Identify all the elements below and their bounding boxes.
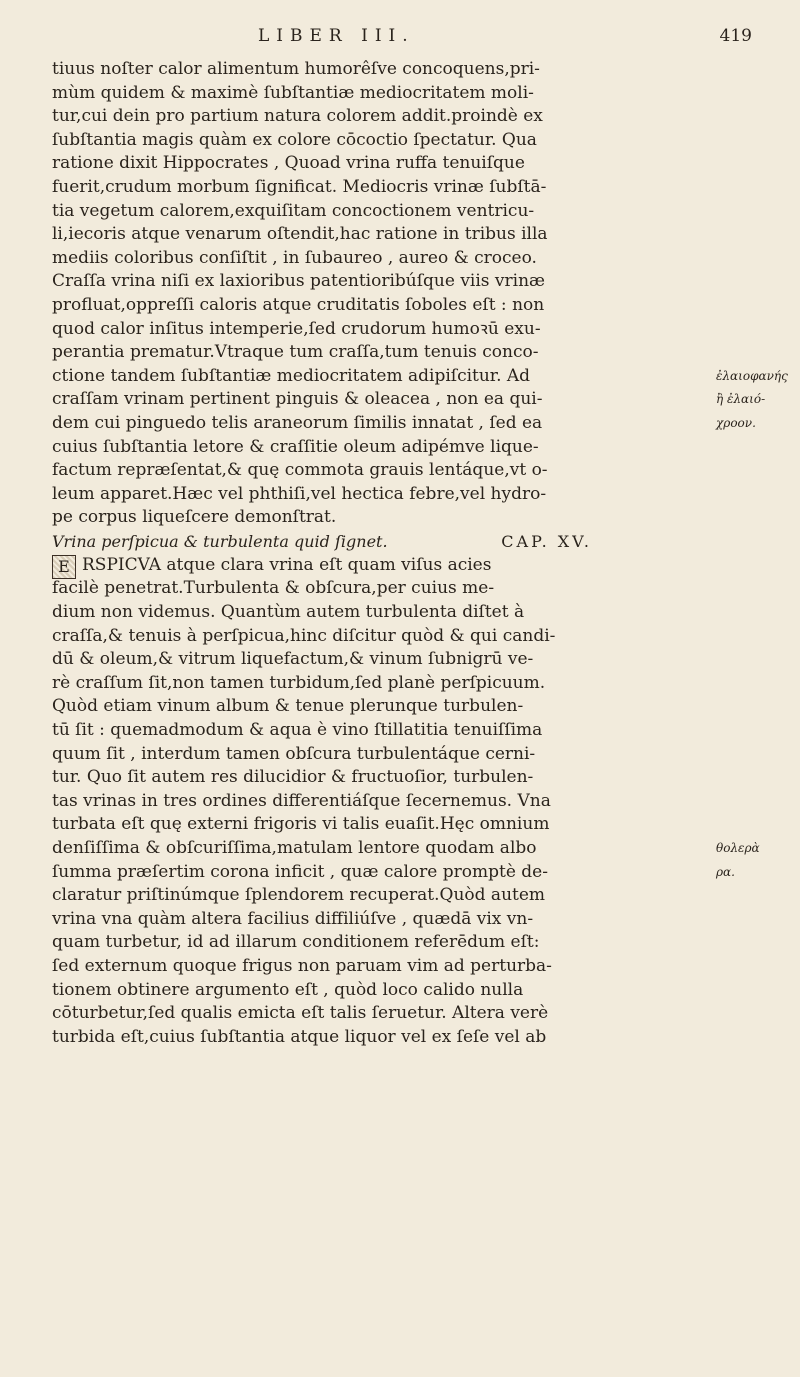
- text-line: facilè penetrat.Turbulenta & obſcura,per cuius me-: [52, 578, 495, 599]
- text-line: rè craſſum ſit,non tamen turbidum,ſed planè perſpicuum.: [52, 672, 546, 693]
- marginal-gloss: ἐλαιοφανής: [716, 368, 788, 383]
- paragraph-block-1: [52, 58, 752, 530]
- chapter-number: CAP. XV.: [501, 531, 592, 551]
- first-line-text: RSPICVA atque clara vrina eſt quam viſus acies: [82, 554, 492, 575]
- body-text: [52, 58, 752, 1049]
- paragraph-block-2: [52, 577, 752, 1049]
- text-line: perantia prematur.Vtraque tum craſſa,tum tenuis conco-: [52, 342, 539, 363]
- text-line: ctione tandem ſubſtantiæ mediocritatem adipiſcitur. Ad: [52, 365, 531, 386]
- text-line: leum apparet.Hæc vel phthiſi,vel hectica febre,vel hydro-: [52, 483, 547, 504]
- decorated-initial: E: [52, 555, 76, 579]
- marginal-gloss: θολερὰ: [716, 841, 760, 855]
- marginal-gloss: ἢ ἐλαιό-: [716, 392, 766, 407]
- text-line: li,iecoris atque venarum oſtendit,hac ratione in tribus illa: [52, 224, 548, 245]
- text-line: quam turbetur, id ad illarum conditionem referēdum eſt:: [52, 932, 540, 953]
- book-page: [52, 26, 752, 1049]
- text-line: denſiſſima & obſcuriſſima,matulam lentore quodam albo: [52, 838, 537, 858]
- text-line: tur. Quo ſit autem res dilucidior & fructuoſior, turbulen-: [52, 767, 534, 788]
- text-line: quod calor inſitus intemperie,ſed crudorum humoꝛū exu-: [52, 318, 541, 339]
- text-line: dem cui pinguedo telis araneorum ſimilis innatat , ſed ea: [52, 412, 543, 433]
- text-line: [52, 554, 752, 578]
- text-line: pe corpus liqueſcere demonſtrat.: [52, 507, 337, 528]
- text-line: craſſam vrinam pertinent pinguis & oleacea , non ea qui-: [52, 389, 543, 410]
- text-line: quum ſit , interdum tamen obſcura turbulentáque cerni-: [52, 743, 536, 764]
- chapter-heading: [52, 530, 752, 554]
- text-line: cōturbetur,ſed qualis emicta eſt talis ſeruetur. Altera verè: [52, 1003, 549, 1024]
- text-line: turbida eſt,cuius ſubſtantia atque liquor vel ex ſeſe vel ab: [52, 1026, 547, 1047]
- text-line: tiuus noſter calor alimentum humorêſve concoquens,pri-: [52, 59, 540, 79]
- text-line: ſumma præſertim corona inficit , quæ calore promptè de-: [52, 861, 548, 882]
- text-line: claratur priſtinúmque ſplendorem recuperat.Quòd autem: [52, 885, 546, 906]
- text-line: cuius ſubſtantia letore & craſſitie oleum adipémve lique-: [52, 436, 539, 457]
- text-line: mùm quidem & maximè ſubſtantiæ mediocritatem moli-: [52, 82, 534, 103]
- marginal-gloss: ρα.: [716, 864, 735, 879]
- text-line: Craſſa vrina niſi ex laxioribus patentioribúſque viis vrinæ: [52, 271, 546, 292]
- text-line: vrina vna quàm altera facilius diffiliúſve , quædā vix vn-: [52, 908, 534, 929]
- text-line: fuerit,crudum morbum ſignificat. Mediocris vrinæ ſubſtā-: [52, 176, 547, 197]
- text-line: Quòd etiam vinum album & tenue plerunque turbulen-: [52, 696, 524, 717]
- chapter-title: Vrina perſpicua & turbulenta quid ſignet.: [52, 531, 388, 551]
- text-line: turbata eſt quę externi frigoris vi talis euaſit.Hęc omnium: [52, 814, 550, 835]
- text-line: mediis coloribus conſiſtit , in ſubaureo , aureo & croceo.: [52, 247, 537, 268]
- text-line: dium non videmus. Quantùm autem turbulenta diſtet à: [52, 602, 525, 623]
- running-head: [52, 26, 752, 58]
- text-line: factum repræſentat,& quę commota grauis lentáque,vt o-: [52, 460, 548, 481]
- text-line: profluat,oppreſſi caloris atque cruditatis ſoboles eſt : non: [52, 294, 545, 315]
- text-line: tur,cui dein pro partium natura colorem addit.proindè ex: [52, 106, 543, 127]
- running-title: LIBER III.: [258, 26, 415, 46]
- text-line: tionem obtinere argumento eſt , quòd loco calido nulla: [52, 979, 524, 1000]
- text-line: ſed externum quoque frigus non paruam vim ad perturba-: [52, 955, 552, 976]
- text-line: ſubſtantia magis quàm ex colore cōcoctio ſpectatur. Qua: [52, 129, 537, 150]
- text-line: tū ſit : quemadmodum & aqua è vino ſtillatitia tenuiſſima: [52, 720, 543, 741]
- text-line: tia vegetum calorem,exquiſitam concoctionem ventricu-: [52, 200, 535, 221]
- text-line: ratione dixit Hippocrates , Quoad vrina ruffa tenuiſque: [52, 153, 525, 174]
- text-line: dū & oleum,& vitrum liquefactum,& vinum ſubnigrū ve-: [52, 649, 534, 670]
- text-line: craſſa,& tenuis à perſpicua,hinc diſcitur quòd & qui candi-: [52, 625, 556, 646]
- marginal-gloss: χροον.: [716, 415, 756, 430]
- text-line: tas vrinas in tres ordines differentiáſque ſecernemus. Vna: [52, 790, 551, 811]
- page-number: 419: [719, 26, 752, 46]
